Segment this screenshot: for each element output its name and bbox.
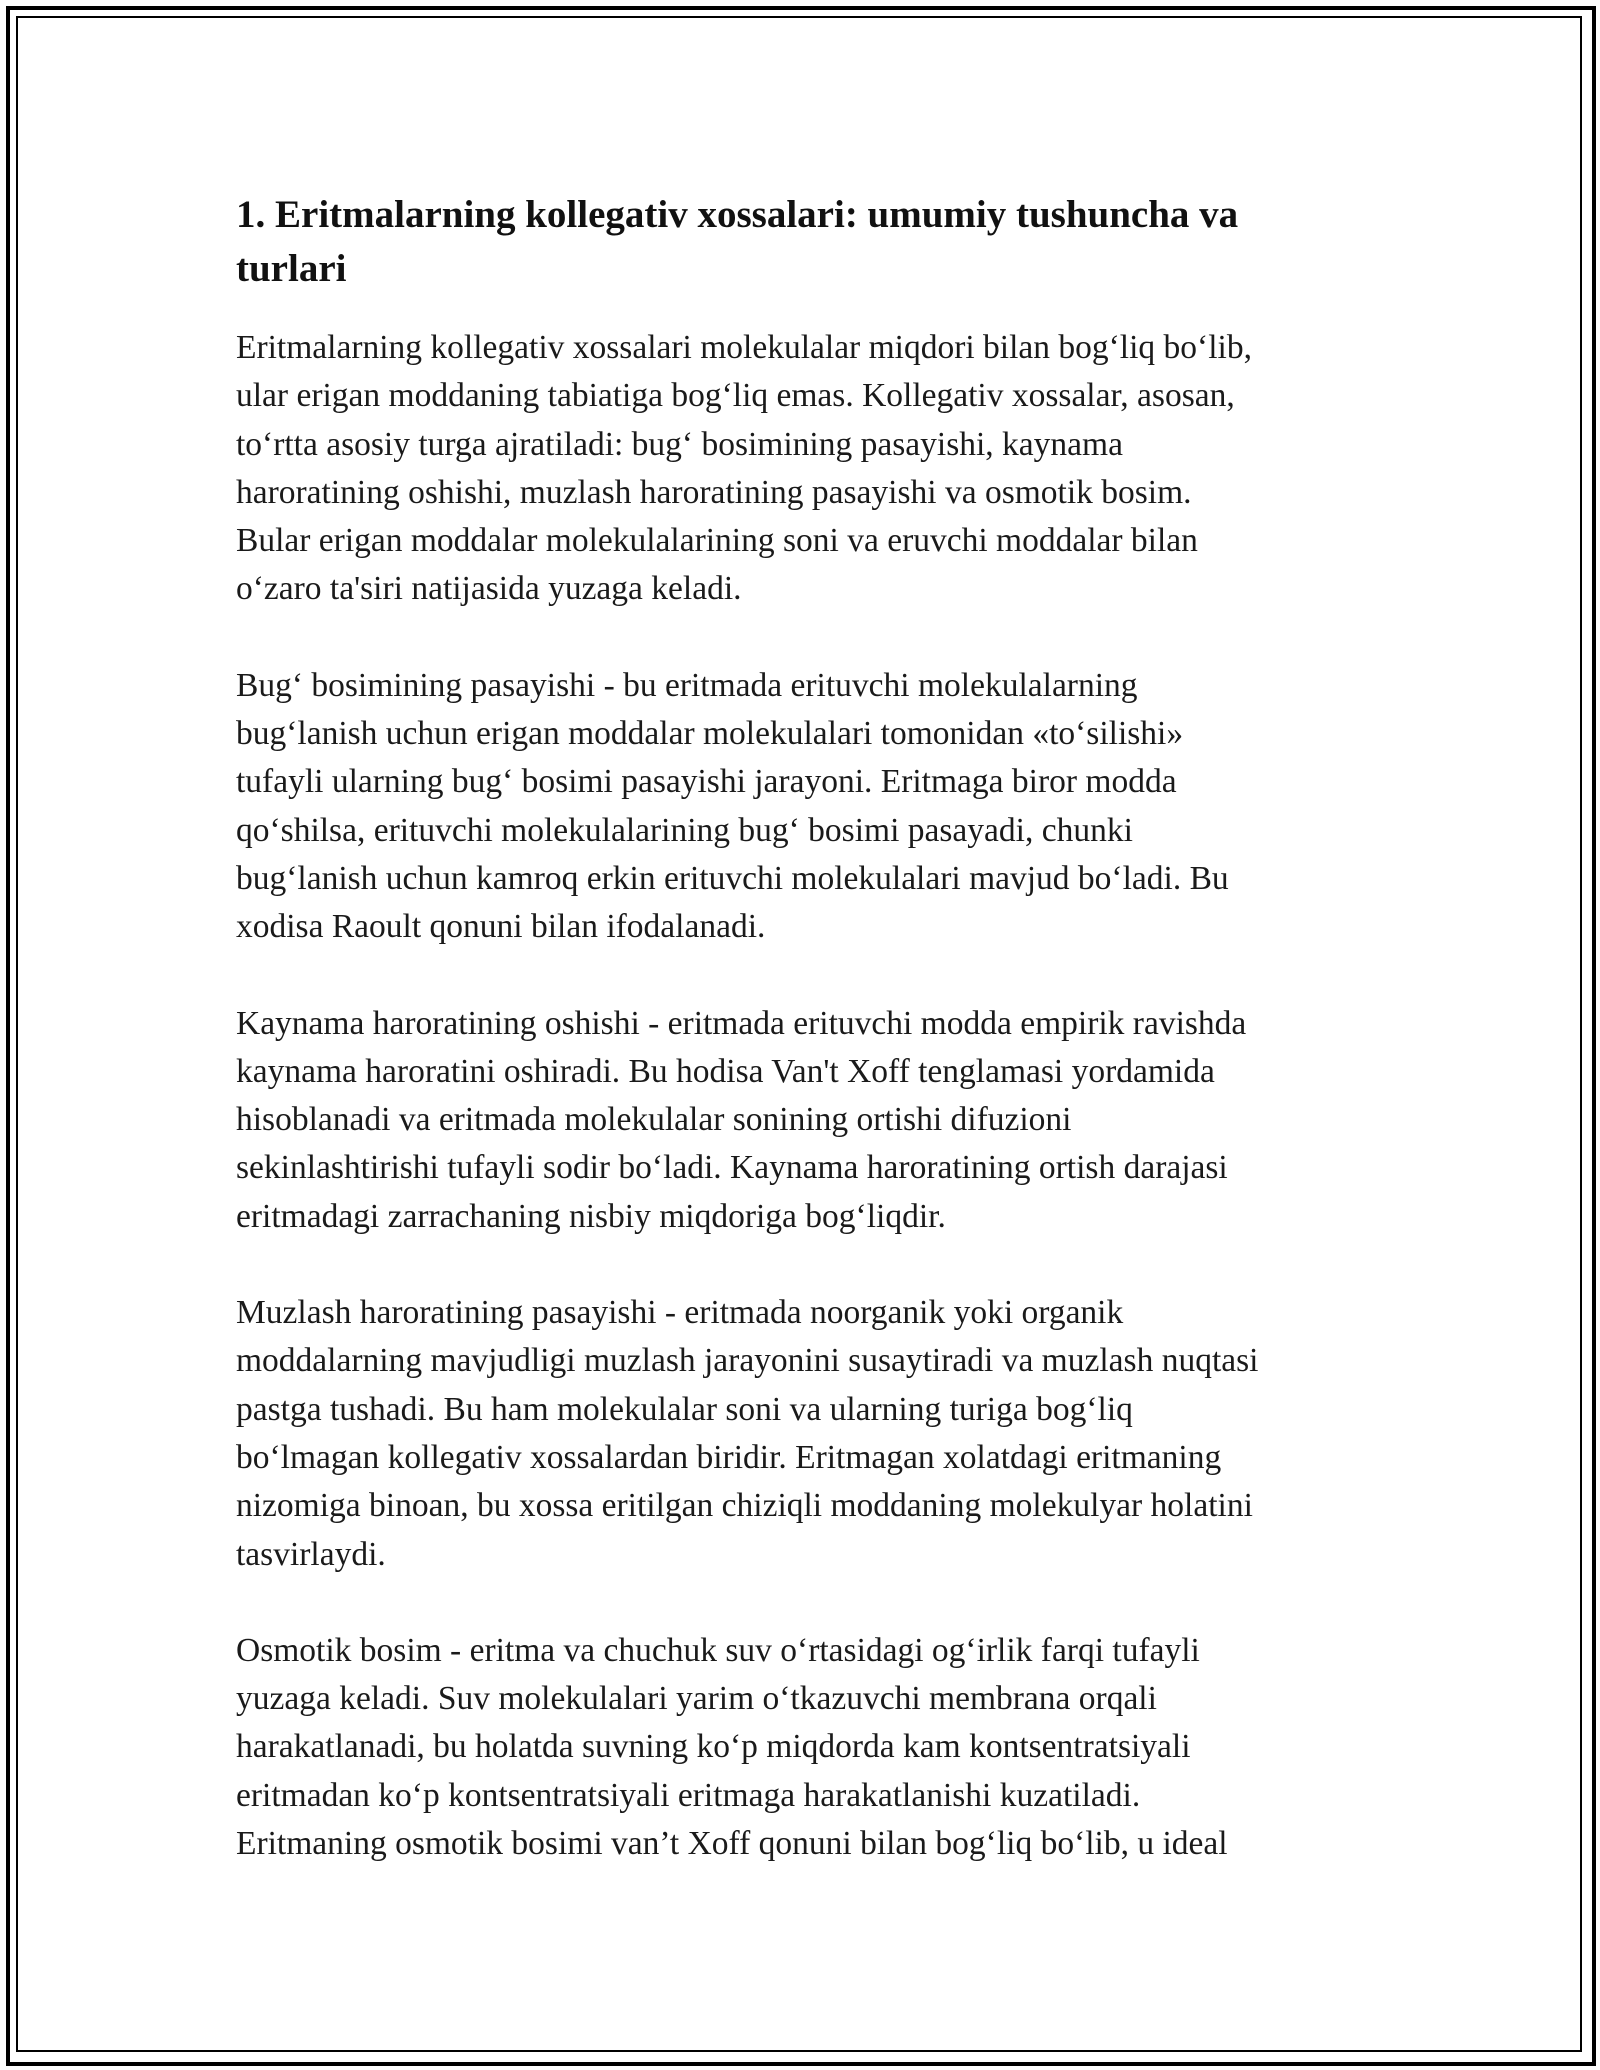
body-paragraph — [236, 324, 1366, 614]
section-heading — [236, 188, 1366, 296]
paragraph-line: ular erigan moddaning tabiatiga bog‘liq emas. Kollegativ xossalar, asosan, — [236, 377, 1235, 415]
paragraph-line: Bular erigan moddalar molekulalarining soni va eruvchi moddalar bilan — [236, 522, 1198, 560]
paragraph-line: bug‘lanish uchun erigan moddalar molekulalari tomonidan «to‘silishi» — [236, 715, 1184, 753]
paragraph-list — [236, 324, 1366, 1868]
paragraph-line: nizomiga binoan, bu xossa eritilgan chiziqli moddaning molekulyar holatini — [236, 1487, 1253, 1525]
paragraph-line: eritmadagi zarrachaning nisbiy miqdoriga bog‘liqdir. — [236, 1197, 946, 1235]
paragraph-line: Eritmalarning kollegativ xossalari molekulalar miqdori bilan bog‘liq bo‘lib, — [236, 329, 1252, 366]
paragraph-line: hisoblanadi va eritmada molekulalar sonining ortishi difuzioni — [236, 1101, 1072, 1139]
paragraph-line: Bug‘ bosimining pasayishi - bu eritmada erituvchi molekulalarning — [236, 666, 1138, 704]
paragraph-line: o‘zaro ta'siri natijasida yuzaga keladi. — [236, 570, 742, 608]
body-paragraph — [236, 1000, 1366, 1241]
paragraph-line: tufayli ularning bug‘ bosimi pasayishi jarayoni. Eritmaga biror modda — [236, 763, 1177, 801]
paragraph-line: Kaynama haroratining oshishi - eritmada erituvchi modda empirik ravishda — [236, 1004, 1247, 1042]
paragraph-line: pastga tushadi. Bu ham molekulalar soni va ularning turiga bog‘liq — [236, 1390, 1133, 1428]
body-paragraph — [236, 1627, 1366, 1868]
paragraph-line: bo‘lmagan kollegativ xossalardan biridir. Eritmagan xolatdagi eritmaning — [236, 1438, 1222, 1476]
paragraph-line: eritmadan ko‘p kontsentratsiyali eritmaga harakatlanishi kuzatiladi. — [236, 1776, 1141, 1814]
paragraph-line: Muzlash haroratining pasayishi - eritmada noorganik yoki organik — [236, 1294, 1124, 1332]
paragraph-line: harakatlanadi, bu holatda suvning ko‘p miqdorda kam kontsentratsiyali — [236, 1728, 1191, 1766]
document-body — [236, 188, 1366, 1916]
paragraph-line: tasvirlaydi. — [236, 1535, 386, 1573]
paragraph-line: Osmotik bosim - eritma va chuchuk suv o‘rtasidagi og‘irlik farqi tufayli — [236, 1631, 1200, 1669]
paragraph-line: sekinlashtirishi tufayli sodir bo‘ladi. Kaynama haroratining ortish darajasi — [236, 1149, 1228, 1187]
heading-line: 1. Eritmalarning kollegativ xossalari: umumiy tushuncha va — [236, 193, 1239, 236]
paragraph-line: to‘rtta asosiy turga ajratiladi: bug‘ bosimining pasayishi, kaynama — [236, 425, 1123, 463]
paragraph-line: Eritmaning osmotik bosimi van’t Xoff qonuni bilan bog‘liq bo‘lib, u ideal — [236, 1825, 1228, 1863]
heading-line: turlari — [236, 247, 347, 290]
paragraph-line: bug‘lanish uchun kamroq erkin erituvchi molekulalari mavjud bo‘ladi. Bu — [236, 859, 1229, 897]
body-paragraph — [236, 1289, 1366, 1579]
paragraph-line: moddalarning mavjudligi muzlash jarayonini susaytiradi va muzlash nuqtasi — [236, 1342, 1259, 1380]
body-paragraph — [236, 662, 1366, 952]
paragraph-line: haroratining oshishi, muzlash haroratining pasayishi va osmotik bosim. — [236, 473, 1192, 511]
paragraph-line: yuzaga keladi. Suv molekulalari yarim o‘tkazuvchi membrana orqali — [236, 1680, 1157, 1718]
paragraph-line: xodisa Raoult qonuni bilan ifodalanadi. — [236, 908, 766, 946]
paragraph-line: qo‘shilsa, erituvchi molekulalarining bug‘ bosimi pasayadi, chunki — [236, 811, 1133, 849]
paragraph-line: kaynama haroratini oshiradi. Bu hodisa Van't Xoff tenglamasi yordamida — [236, 1052, 1215, 1090]
